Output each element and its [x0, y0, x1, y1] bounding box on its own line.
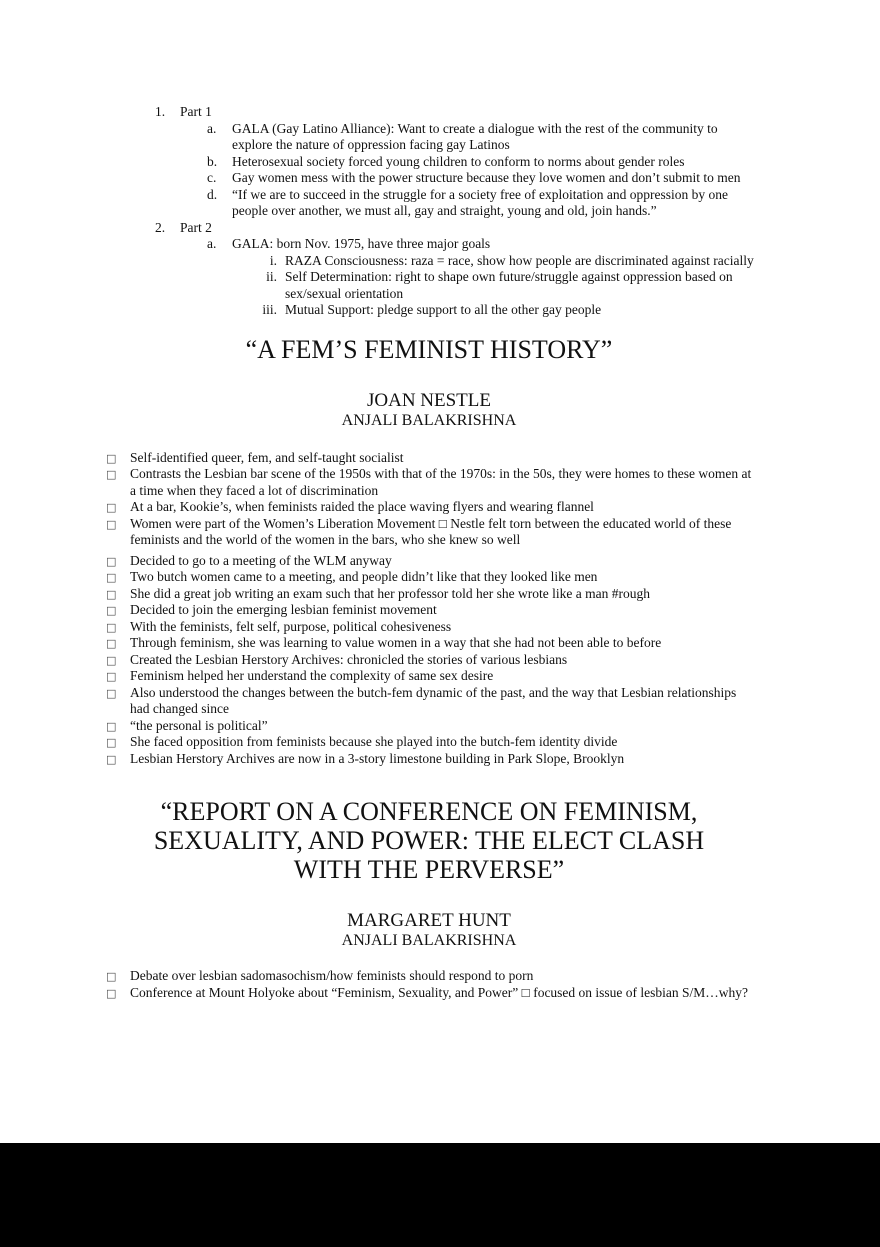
- bullet-list: [103, 968, 755, 1001]
- outline-item-text: Part 2: [180, 219, 212, 235]
- bullet-item-text: Also understood the changes between the butch-fem dynamic of the past, and the way that Lesbian relationships had changed since: [130, 684, 737, 716]
- bullet-item-text: Two butch women came to a meeting, and people didn’t like that they looked like men: [130, 569, 598, 584]
- bullet-item-text: With the feminists, felt self, purpose, political cohesiveness: [130, 618, 452, 634]
- bottom-letterbox: [0, 1143, 880, 1247]
- bullet-square-icon: □: [106, 653, 117, 667]
- bullet-square-icon: □: [106, 970, 117, 983]
- bullet-square-icon: □: [106, 451, 117, 465]
- section-title: “A FEM’S FEMINIST HISTORY”: [245, 334, 613, 364]
- bullet-item-text: Contrasts the Lesbian bar scene of the 1950s with that of the 1970s: in the 50s, they were homes to these women at a time when they faced a lot of discrimination: [130, 466, 752, 498]
- bullet-item-text: Conference at Mount Holyoke about “Feminism, Sexuality, and Power” □ focused on issue of lesbian S/M…why?: [130, 984, 749, 1000]
- outline-item-text: GALA: born Nov. 1975, have three major goals: [232, 236, 491, 251]
- bullet-square-icon: □: [106, 686, 117, 700]
- bullet-item-text: Decided to go to a meeting of the WLM anyway: [130, 552, 392, 568]
- bullet-square-icon: □: [106, 604, 117, 617]
- list-marker: c.: [207, 170, 217, 185]
- bullet-item-text: Through feminism, she was learning to value women in a way that she had not been able to before: [130, 635, 662, 650]
- bullet-square-icon: □: [106, 637, 117, 650]
- outline-item-text: “If we are to succeed in the struggle for a society free of exploitation and oppression by one people over another, we must all, gay and straight, young and old, join hands.”: [232, 186, 728, 218]
- bullet-item-text: She faced opposition from feminists because she played into the butch-fem identity divide: [130, 734, 618, 749]
- section-title-line: WITH THE PERVERSE”: [293, 855, 565, 884]
- bullet-item-text: Self-identified queer, fem, and self-taught socialist: [130, 449, 404, 465]
- bullet-square-icon: □: [106, 468, 117, 481]
- bullet-square-icon: □: [106, 719, 117, 733]
- outline-item: [103, 187, 755, 220]
- author-name: JOAN NESTLE: [366, 389, 492, 411]
- bullet-item: [103, 734, 755, 751]
- bullet-item: [103, 553, 755, 570]
- outline-item-text: Part 1: [180, 104, 212, 119]
- section-title-line: SEXUALITY, AND POWER: THE ELECT CLASH: [153, 826, 705, 855]
- bullet-item-text: “the personal is political”: [130, 717, 268, 733]
- section-title-line: “REPORT ON A CONFERENCE ON FEMINISM,: [160, 797, 698, 826]
- bullet-item: [103, 499, 755, 516]
- bullet-item-text: Women were part of the Women’s Liberation Movement □ Nestle felt torn between the educated world of these feminists and the world of the women in the bars, who she knew so well: [130, 515, 732, 547]
- list-marker: i.: [269, 252, 277, 268]
- transcriber-name: ANJALI BALAKRISHNA: [341, 932, 517, 949]
- bullet-square-icon: □: [106, 986, 117, 1000]
- bullet-square-icon: □: [106, 517, 117, 531]
- bullet-item: [103, 466, 755, 499]
- list-marker: ii.: [266, 269, 277, 284]
- bullet-item: [103, 619, 755, 636]
- outline-item: [103, 154, 755, 171]
- bullet-item: [103, 569, 755, 586]
- bullet-item: [103, 985, 755, 1002]
- bullet-item-text: Created the Lesbian Herstory Archives: chronicled the stories of various lesbians: [130, 651, 568, 667]
- bullet-square-icon: □: [106, 752, 117, 766]
- bullet-item: [103, 968, 755, 985]
- bullet-item-text: Debate over lesbian sadomasochism/how feminists should respond to porn: [130, 968, 534, 983]
- outline-item-text: GALA (Gay Latino Alliance): Want to create a dialogue with the rest of the community to explore the nature of oppression facing gay Latinos: [232, 120, 718, 152]
- list-marker: iii.: [262, 302, 277, 317]
- bullet-item: [103, 751, 755, 768]
- list-marker: b.: [207, 153, 218, 169]
- bullet-item: [103, 516, 755, 549]
- bullet-item: [103, 718, 755, 735]
- bullet-item-text: She did a great job writing an exam such that her professor told her she wrote like a man #rough: [130, 585, 650, 601]
- transcriber-name: ANJALI BALAKRISHNA: [341, 411, 517, 429]
- bullet-square-icon: □: [106, 670, 117, 683]
- outline-item: [103, 220, 755, 237]
- bullet-item: [103, 586, 755, 603]
- outline-item-text: Mutual Support: pledge support to all the other gay people: [285, 302, 602, 317]
- document-content: [103, 104, 755, 1001]
- outline-item: [103, 121, 755, 154]
- outline-item-text: Gay women mess with the power structure because they love women and don’t submit to men: [232, 170, 741, 185]
- outline-item-text: Self Determination: right to shape own future/struggle against oppression based on sex/sexual orientation: [285, 269, 733, 301]
- bullet-item: [103, 668, 755, 685]
- list-marker: 2.: [155, 219, 166, 235]
- bullet-list: [103, 450, 755, 768]
- outline-item: [103, 302, 755, 319]
- outline-item: [103, 104, 755, 121]
- author-name: MARGARET HUNT: [347, 910, 511, 931]
- outline-item-text: Heterosexual society forced young children to conform to norms about gender roles: [232, 153, 685, 169]
- list-marker: a.: [207, 236, 217, 251]
- bullet-square-icon: □: [106, 587, 117, 601]
- outline-item-text: RAZA Consciousness: raza = race, show how people are discriminated against racially: [285, 252, 754, 268]
- outline-item: [103, 269, 755, 302]
- bullet-item: [103, 685, 755, 718]
- bullet-item: [103, 635, 755, 652]
- list-marker: 1.: [155, 104, 166, 119]
- outline-item: [103, 170, 755, 187]
- bullet-item-text: At a bar, Kookie’s, when feminists raided the place waving flyers and wearing flannel: [130, 499, 594, 514]
- section-title: [103, 797, 755, 884]
- bullet-item: [103, 450, 755, 467]
- bullet-item: [103, 652, 755, 669]
- bullet-square-icon: □: [106, 554, 117, 568]
- bullet-item-text: Lesbian Herstory Archives are now in a 3-story limestone building in Park Slope, Brooklyn: [130, 750, 625, 766]
- bullet-item-text: Decided to join the emerging lesbian feminist movement: [130, 602, 437, 617]
- outline-item: [103, 236, 755, 253]
- bullet-item: [103, 602, 755, 619]
- bullet-square-icon: □: [106, 620, 117, 634]
- bullet-square-icon: □: [106, 736, 117, 749]
- list-marker: d.: [207, 186, 218, 202]
- bullet-square-icon: □: [106, 571, 117, 584]
- outline-item: [103, 253, 755, 270]
- bullet-item-text: Feminism helped her understand the complexity of same sex desire: [130, 668, 494, 683]
- bullet-square-icon: □: [106, 501, 117, 514]
- list-marker: a.: [207, 120, 217, 136]
- outline-list: [103, 104, 755, 319]
